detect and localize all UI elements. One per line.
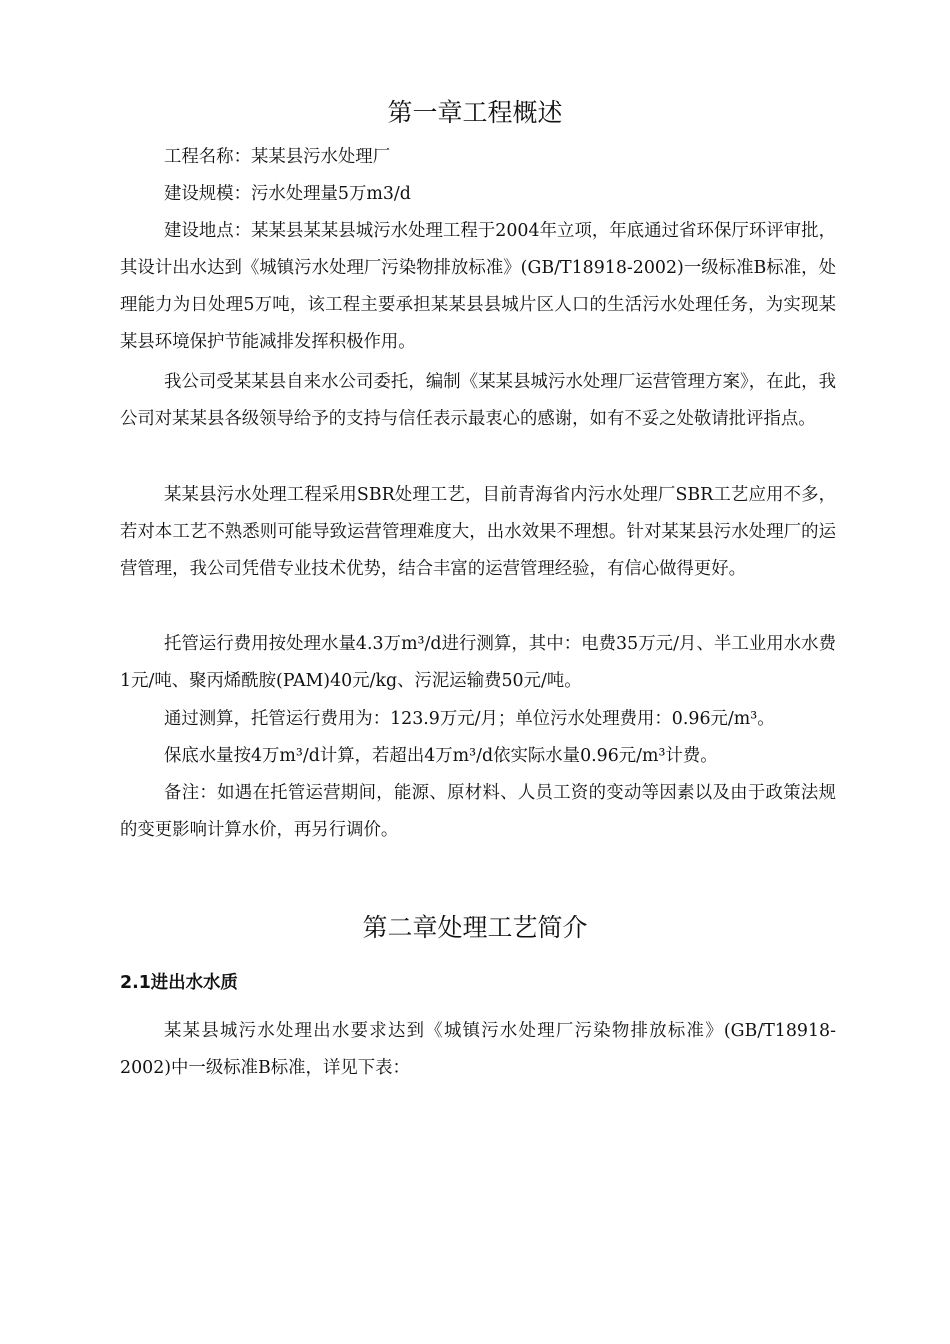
chapter-1-title: 第一章工程概述 [387,98,563,127]
section-2-1-heading: 2.1进出水水质 [120,973,238,993]
project-name-line: 工程名称：某某县污水处理厂 [164,147,391,167]
cost-result-line: 通过测算，托管运行费用为：123.9万元/月；单位污水处理费用：0.96元/m³。 [164,709,775,729]
construction-scale-line: 建设规模：污水处理量5万m3/d [164,184,411,204]
effluent-quality-paragraph: 某某县城污水处理出水要求达到《城镇污水处理厂污染物排放标准》(GB/T18918-2002)中一级标准B标准，详见下表： [120,1021,836,1078]
guarantee-volume-line: 保底水量按4万m³/d计算，若超出4万m³/d依实际水量0.96元/m³计费。 [164,746,718,766]
chapter-2-title: 第二章处理工艺简介 [362,913,588,942]
remark-paragraph: 备注：如遇在托管运营期间，能源、原材料、人员工资的变动等因素以及由于政策法规的变更影响计算水价，再另行调价。 [120,783,836,840]
commission-paragraph: 我公司受某某县自来水公司委托，编制《某某县城污水处理厂运营管理方案》，在此，我公司对某某县各级领导给予的支持与信任表示最衷心的感谢，如有不妥之处敬请批评指点。 [120,372,836,429]
process-paragraph: 某某县污水处理工程采用SBR处理工艺，目前青海省内污水处理厂SBR工艺应用不多，若对本工艺不熟悉则可能导致运营管理难度大，出水效果不理想。针对某某县污水处理厂的运营管理，我公司凭借专业技术优势，结合丰富的运营管理经验，有信心做得更好。 [120,485,836,579]
construction-location-paragraph: 建设地点：某某县某某县城污水处理工程于2004年立项，年底通过省环保厅环评审批，其设计出水达到《城镇污水处理厂污染物排放标准》(GB/T18918-2002)一级标准B标准，处理能力为日处理5万吨，该工程主要承担某某县县城片区人口的生活污水处理任务，为实现某某县环境保护节能减排发挥积极作用。 [120,221,836,352]
cost-basis-paragraph: 托管运行费用按处理水量4.3万m³/d进行测算，其中：电费35万元/月、半工业用水水费1元/吨、聚丙烯酰胺(PAM)40元/kg、污泥运输费50元/吨。 [120,634,836,691]
